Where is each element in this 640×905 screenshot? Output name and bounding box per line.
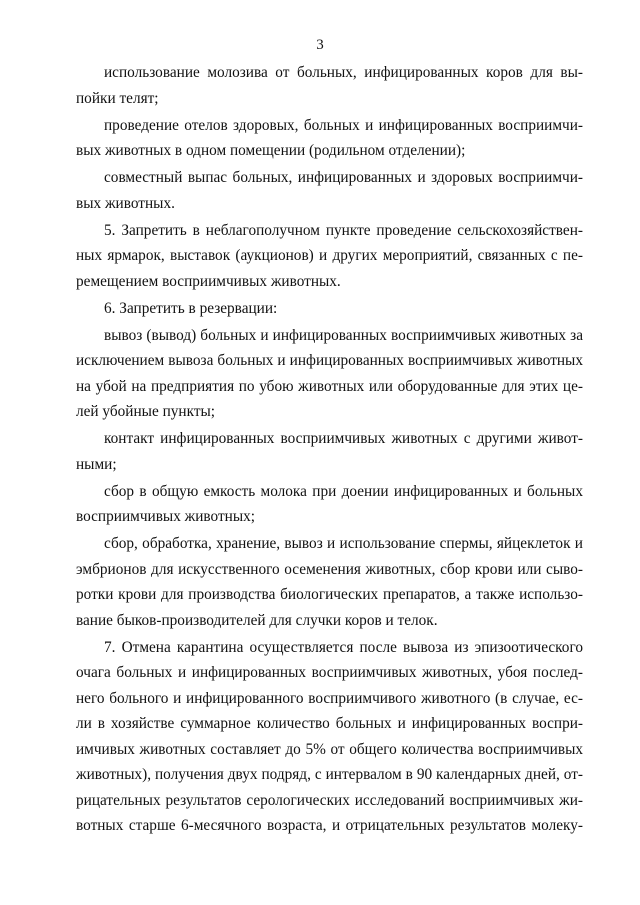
- document-body: [76, 60, 583, 839]
- text-line: ремещением восприимчивых животных.: [76, 272, 341, 290]
- text-line: контакт инфицированных восприимчивых животных с другими живот-: [104, 430, 583, 447]
- text-line: вых животных в одном помещении (родильном отделении);: [76, 142, 466, 159]
- text-line: пойки телят;: [76, 89, 159, 107]
- text-line: вание быков-производителей для случки коров и телок.: [76, 611, 438, 629]
- text-line: 6. Запретить в резервации:: [104, 299, 278, 317]
- text-line: 7. Отмена карантина осуществляется после вывоза из эпизоотического: [104, 638, 583, 656]
- text-line: на убой на предприятия по убою животных или оборудованные для этих це-: [76, 377, 583, 395]
- text-line: вотных старше 6-месячного возраста, и отрицательных результатов молеку-: [76, 817, 583, 834]
- text-line: очага больных и инфицированных восприимчивых животных, убоя послед-: [76, 664, 583, 681]
- text-line: ли в хозяйстве суммарное количество больных и инфицированных воспри-: [76, 715, 583, 732]
- text-line: вых животных.: [76, 194, 175, 212]
- text-line: сбор, обработка, хранение, вывоз и использование спермы, яйцеклеток и: [104, 535, 583, 552]
- text-line: эмбрионов для искусственного осеменения животных, сбор крови или сыво-: [76, 560, 583, 578]
- text-line: рицательных результатов серологических исследований восприимчивых жи-: [76, 791, 583, 809]
- text-line: ных ярмарок, выставок (аукционов) и других мероприятий, связанных с пе-: [76, 247, 583, 264]
- text-line: вывоз (вывод) больных и инфицированных восприимчивых животных за: [104, 326, 583, 344]
- text-line: сбор в общую емкость молока при доении инфицированных и больных: [104, 482, 583, 500]
- text-line: имчивых животных составляет до 5% от общего количества восприимчивых: [76, 740, 583, 758]
- text-line: животных), получения двух подряд, с интервалом в 90 календарных дней, от-: [76, 766, 583, 783]
- text-line: ными;: [76, 455, 117, 473]
- text-line: 5. Запретить в неблагополучном пункте проведение сельскохозяйствен-: [104, 221, 583, 239]
- text-line: лей убойные пункты;: [76, 403, 216, 420]
- text-line: использование молозива от больных, инфицированных коров для вы-: [104, 64, 583, 81]
- page-number: 3: [316, 37, 324, 53]
- text-line: исключением вывоза больных и инфицированных восприимчивых животных: [76, 352, 583, 369]
- text-line: восприимчивых животных;: [76, 508, 256, 525]
- text-line: проведение отелов здоровых, больных и инфицированных восприимчи-: [104, 116, 583, 134]
- text-line: ротки крови для производства биологических препаратов, а также использо-: [76, 586, 583, 603]
- text-line: него больного и инфицированного восприимчивого животного (в случае, ес-: [76, 689, 583, 707]
- text-line: совместный выпас больных, инфицированных и здоровых восприимчи-: [104, 169, 583, 186]
